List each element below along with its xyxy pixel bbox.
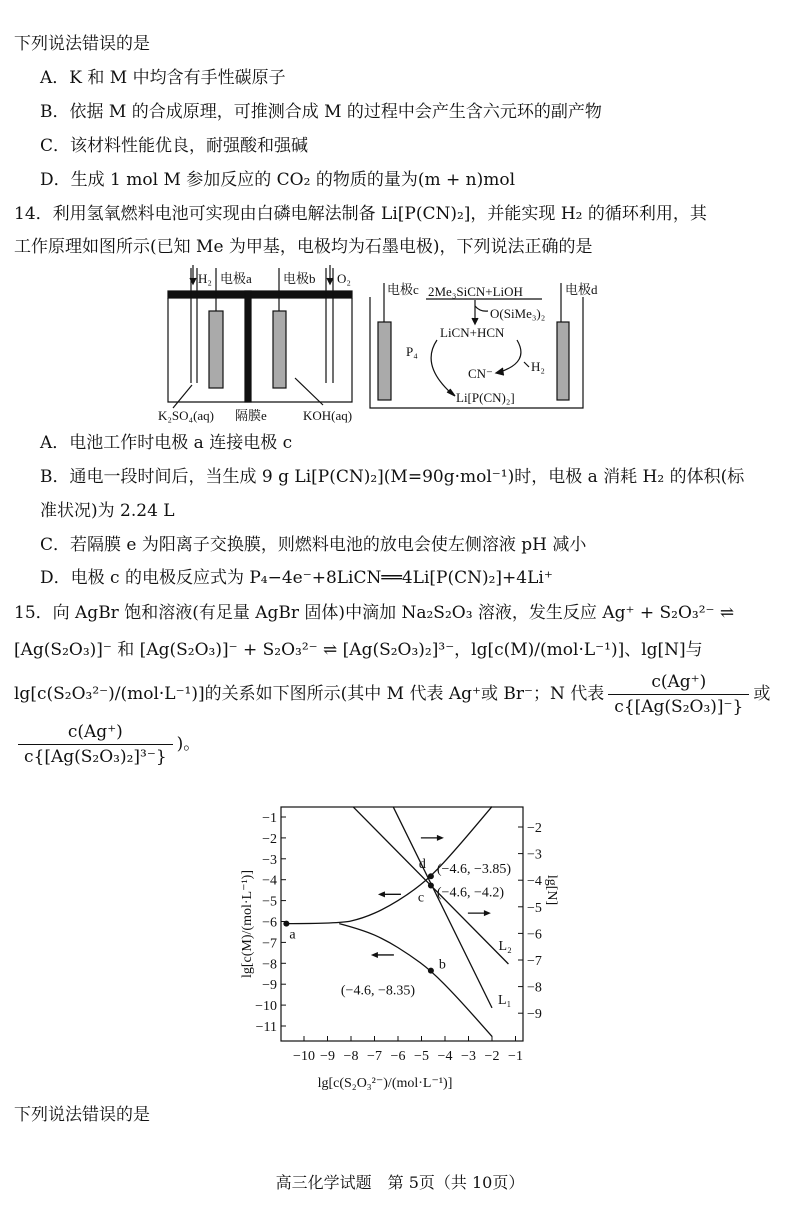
arrowhead-icon [484, 910, 491, 916]
y-left-axis-title: lg[c(M)/(mol·L⁻¹)] [240, 870, 255, 978]
x-tick-label: −8 [343, 1049, 359, 1064]
reactants-label: 2Me₃SiCN+LiOH [428, 284, 523, 299]
koh-label: KOH(aq) [303, 408, 353, 423]
data-point-c [428, 883, 434, 889]
y-left-tick-label: −5 [262, 894, 277, 910]
arrowhead-icon [371, 952, 378, 958]
membrane-label: 隔膜e [235, 408, 267, 423]
q13-stem: 下列说法错误的是 [14, 34, 150, 54]
electrode-a-label: 电极a [220, 271, 252, 286]
data-point-b [428, 968, 434, 974]
q13-option-d: D．生成 1 mol M 参加反应的 CO₂ 的物质的量为(m + n)mol [40, 170, 516, 190]
fraction-numerator: c(Ag⁺) [67, 722, 123, 742]
q15-line1: 15．向 AgBr 饱和溶液(有足量 AgBr 固体)中滴加 Na₂S₂O₃ 溶液，发生反应 Ag⁺ + S₂O₃²⁻ ⇌ [14, 603, 735, 623]
y-left-tick-label: −1 [262, 811, 277, 826]
x-tick-label: −10 [293, 1049, 315, 1064]
line-label-l2: L₂ [498, 938, 512, 954]
electrode-c-label: 电极c [387, 282, 419, 297]
y-right-tick-label: −5 [527, 900, 542, 916]
y-left-tick-label: −2 [262, 831, 277, 847]
point-coordinate-b: (−4.6, −8.35) [340, 983, 416, 999]
end-text: )。 [176, 734, 201, 754]
fraction-numerator: c(Ag⁺) [651, 672, 707, 692]
o2-label: O₂ [337, 271, 351, 286]
x-axis-title: lg[c(S₂O₃²⁻)/(mol·L⁻¹)] [317, 1076, 453, 1091]
x-tick-label: −2 [484, 1049, 500, 1064]
or-text: 或 [753, 684, 771, 704]
q13-option-b: B．依据 M 的合成原理，可推测合成 M 的过程中会产生含六元环的副产物 [40, 102, 602, 122]
line-label-l1: L₁ [498, 992, 512, 1008]
point-label-c: c [417, 890, 425, 906]
y-right-tick-label: −8 [527, 980, 542, 996]
q15-after-chart: 下列说法错误的是 [14, 1105, 150, 1125]
electrode-d-label: 电极d [565, 282, 598, 297]
h2-product-label: H₂ [531, 359, 545, 374]
q15-line2: [Ag(S₂O₃)]⁻ 和 [Ag(S₂O₃)]⁻ + S₂O₃²⁻ ⇌ [Ag(S₂O₃)₂]³⁻，lg[c(M)/(mol·L⁻¹)]、lg[N]与 [14, 640, 703, 660]
q14-option-b-cont: 准状况)为 2.24 L [40, 501, 175, 521]
fraction-denominator: c{[Ag(S₂O₃)]⁻} [608, 694, 749, 717]
q14-option-a: A．电池工作时电极 a 连接电极 c [40, 433, 293, 453]
y-right-tick-label: −6 [527, 927, 542, 943]
q14-stem-line1: 14．利用氢氧燃料电池可实现由白磷电解法制备 Li[P(CN)₂]，并能实现 H₂ 的循环利用，其 [14, 204, 707, 224]
intermediate-label: LiCN+HCN [440, 325, 505, 340]
y-left-tick-label: −7 [262, 936, 277, 952]
x-tick-label: −4 [437, 1049, 453, 1064]
y-left-tick-label: −9 [262, 978, 277, 994]
data-point-a [283, 921, 289, 927]
point-coordinate-c: (−4.6, −4.2) [436, 885, 505, 901]
y-right-axis-title: lg[N] [544, 874, 559, 906]
y-left-tick-label: −8 [262, 957, 277, 973]
p4-label: P₄ [406, 344, 418, 359]
series-line-m-lower [339, 924, 492, 1037]
k2so4-label: K₂SO₄(aq) [158, 408, 214, 423]
point-label-d: d [418, 857, 426, 873]
q14-stem-line2: 工作原理如图所示(已知 Me 为甲基，电极均为石墨电极)，下列说法正确的是 [14, 237, 593, 257]
fraction-denominator: c{[Ag(S₂O₃)₂]³⁻} [18, 744, 173, 767]
x-tick-label: −1 [508, 1049, 523, 1064]
y-left-tick-label: −11 [255, 1020, 277, 1035]
byproduct-label: O(SiMe₃)₂ [490, 306, 546, 321]
y-right-tick-label: −4 [527, 874, 542, 890]
point-coordinate-d: (−4.6, −3.85) [436, 862, 512, 878]
q15-line3-text: lg[c(S₂O₃²⁻)/(mol·L⁻¹)]的关系如下图所示(其中 M 代表 Ag⁺或 Br⁻；N 代表 [14, 684, 605, 704]
page-footer: 高三化学试题 第 5页（共 10页） [275, 1173, 525, 1192]
y-right-tick-label: −7 [527, 954, 542, 969]
x-tick-label: −3 [461, 1049, 476, 1064]
y-right-tick-label: −9 [527, 1007, 542, 1023]
q13-option-a: A．K 和 M 中均含有手性碳原子 [40, 68, 286, 88]
product-label: Li[P(CN)₂] [456, 390, 515, 405]
q14-option-d: D．电极 c 的电极反应式为 P₄−4e⁻+8LiCN══4Li[P(CN)₂]+4Li⁺ [40, 568, 553, 588]
x-tick-label: −5 [414, 1049, 429, 1064]
data-point-d [428, 873, 434, 879]
h2-label: H₂ [198, 271, 212, 286]
x-tick-label: −6 [390, 1049, 406, 1064]
point-label-a: a [289, 927, 296, 943]
cn-label: CN⁻ [468, 366, 493, 381]
arrowhead-icon [437, 835, 444, 841]
arrowhead-icon [378, 891, 385, 897]
plot-frame [281, 807, 523, 1041]
y-left-tick-label: −4 [262, 873, 277, 889]
point-label-b: b [438, 957, 446, 973]
y-left-tick-label: −6 [262, 915, 277, 931]
q13-option-c: C．该材料性能优良，耐强酸和强碱 [40, 136, 309, 156]
electrode-b-label: 电极b [283, 271, 316, 286]
x-tick-label: −7 [367, 1049, 382, 1064]
series-line-l1 [393, 807, 492, 1008]
q14-option-b: B．通电一段时间后，当生成 9 g Li[P(CN)₂](M=90g·mol⁻¹)时，电极 a 消耗 H₂ 的体积(标 [40, 467, 745, 487]
y-right-tick-label: −2 [527, 821, 542, 836]
y-right-tick-label: −3 [527, 847, 542, 863]
x-tick-label: −9 [320, 1049, 335, 1064]
y-left-tick-label: −10 [255, 999, 277, 1015]
q14-option-c: C．若隔膜 e 为阳离子交换膜，则燃料电池的放电会使左侧溶液 pH 减小 [40, 535, 587, 555]
y-left-tick-label: −3 [262, 852, 277, 868]
